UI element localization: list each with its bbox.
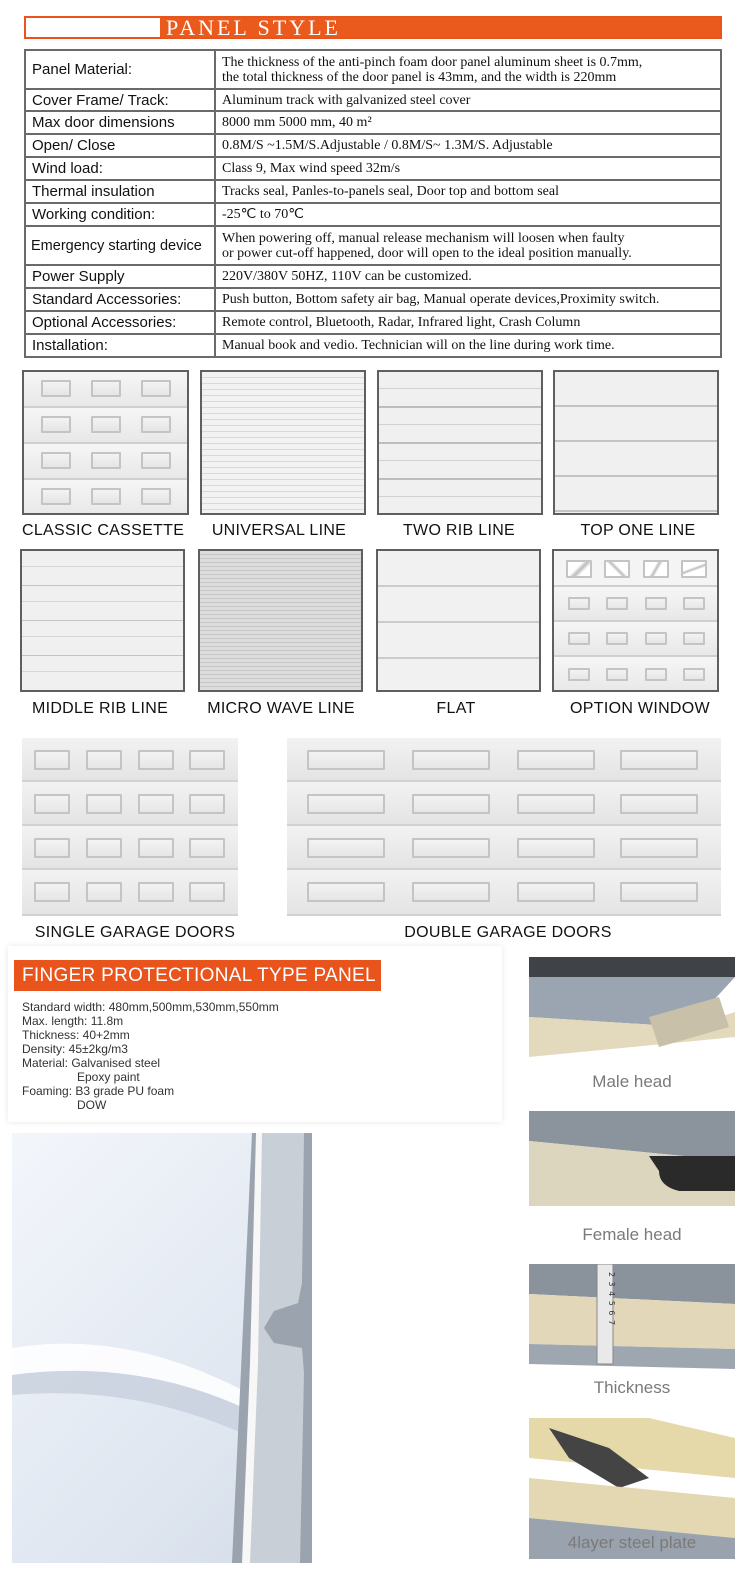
top-one-line-image bbox=[553, 370, 719, 515]
caption-middle-rib-line: MIDDLE RIB LINE bbox=[31, 700, 169, 717]
spec-key: Wind load: bbox=[25, 157, 215, 180]
spec-row bbox=[25, 180, 721, 203]
spec-key: Power Supply bbox=[25, 265, 215, 288]
spec-key: Max door dimensions bbox=[25, 111, 215, 134]
caption-two-rib-line: TWO RIB LINE bbox=[402, 522, 516, 539]
spec-line: Foaming: B3 grade PU foam bbox=[22, 1084, 175, 1098]
ruler-marks: 2 3 4 5 6 7 bbox=[607, 1272, 616, 1325]
spec-line: Density: 45±2kg/m3 bbox=[22, 1042, 128, 1056]
middle-rib-line-image bbox=[20, 549, 185, 692]
steel-plate-caption: 4layer steel plate bbox=[567, 1533, 697, 1552]
finger-panel-title: FINGER PROTECTIONAL TYPE PANEL bbox=[14, 960, 381, 991]
spec-row bbox=[25, 265, 721, 288]
spec-key: Standard Accessories: bbox=[25, 288, 215, 311]
panel-style-header bbox=[24, 16, 722, 39]
spec-row bbox=[25, 334, 721, 357]
male-head-caption: Male head bbox=[592, 1072, 672, 1091]
male-head-photo bbox=[529, 957, 735, 1098]
finger-panel-specs bbox=[22, 1000, 279, 1112]
spec-value: Tracks seal, Panles-to-panels seal, Door top and bottom seal bbox=[215, 180, 721, 203]
caption-double-garage: DOUBLE GARAGE DOORS bbox=[404, 924, 612, 941]
double-garage-door-image bbox=[287, 738, 721, 916]
spec-key: Thermal insulation bbox=[25, 180, 215, 203]
spec-row bbox=[25, 203, 721, 226]
micro-wave-line-image bbox=[198, 549, 363, 692]
spec-key: Working condition: bbox=[25, 203, 215, 226]
spec-row bbox=[25, 111, 721, 134]
flat-image bbox=[376, 549, 541, 692]
spec-value: -25℃ to 70℃ bbox=[215, 203, 721, 226]
spec-key: Panel Material: bbox=[25, 50, 215, 89]
classic-cassette-image bbox=[22, 370, 189, 515]
caption-option-window: OPTION WINDOW bbox=[570, 700, 710, 717]
universal-line-image bbox=[200, 370, 366, 515]
spec-value: 220V/380V 50HZ, 110V can be customized. bbox=[215, 265, 721, 288]
spec-line: Standard width: 480mm,500mm,530mm,550mm bbox=[22, 1000, 279, 1014]
spec-line: Thickness: 40+2mm bbox=[22, 1028, 130, 1042]
single-garage-door-image bbox=[22, 738, 238, 916]
cross-section-illustration bbox=[12, 1133, 438, 1563]
option-window-image bbox=[552, 549, 719, 692]
caption-micro-wave-line: MICRO WAVE LINE bbox=[207, 700, 355, 717]
spec-key: Installation: bbox=[25, 334, 215, 357]
spec-row bbox=[25, 50, 721, 89]
spec-row bbox=[25, 288, 721, 311]
spec-row bbox=[25, 226, 721, 265]
spec-value: 0.8M/S ~1.5M/S.Adjustable / 0.8M/S~ 1.3M/S. Adjustable bbox=[215, 134, 721, 157]
caption-top-one-line: TOP ONE LINE bbox=[580, 522, 696, 539]
spec-line: Epoxy paint bbox=[77, 1070, 140, 1084]
spec-value: Push button, Bottom safety air bag, Manual operate devices,Proximity switch. bbox=[215, 288, 721, 311]
spec-table bbox=[24, 49, 722, 358]
spec-value: The thickness of the anti-pinch foam door panel aluminum sheet is 0.7mm, the total thickness of the door panel is 43mm, and the width is 220mm bbox=[215, 50, 721, 89]
caption-universal-line: UNIVERSAL LINE bbox=[211, 522, 347, 539]
spec-value: Class 9, Max wind speed 32m/s bbox=[215, 157, 721, 180]
caption-single-garage: SINGLE GARAGE DOORS bbox=[34, 924, 236, 941]
female-head-caption: Female head bbox=[582, 1225, 682, 1244]
spec-line: Max. length: 11.8m bbox=[22, 1014, 124, 1028]
spec-key: Cover Frame/ Track: bbox=[25, 89, 215, 111]
spec-line: Material: Galvanised steel bbox=[22, 1056, 161, 1070]
spec-value: Manual book and vedio. Technician will on the line during work time. bbox=[215, 334, 721, 357]
caption-flat: FLAT bbox=[436, 700, 476, 717]
spec-value: Remote control, Bluetooth, Radar, Infrared light, Crash Column bbox=[215, 311, 721, 334]
spec-key: Open/ Close bbox=[25, 134, 215, 157]
spec-row bbox=[25, 89, 721, 111]
spec-value: 8000 mm 5000 mm, 40 m² bbox=[215, 111, 721, 134]
female-head-photo bbox=[529, 1111, 735, 1251]
spec-value: When powering off, manual release mechanism will loosen when faulty or power cut-off happened, door will open to the ideal position manually. bbox=[215, 226, 721, 265]
thickness-photo bbox=[529, 1264, 735, 1404]
thickness-caption: Thickness bbox=[593, 1378, 671, 1397]
two-rib-line-image bbox=[377, 370, 543, 515]
steel-plate-photo bbox=[529, 1418, 735, 1559]
spec-value: Aluminum track with galvanized steel cover bbox=[215, 89, 721, 111]
spec-row bbox=[25, 134, 721, 157]
panel-cross-section-photo bbox=[12, 1133, 438, 1563]
spec-key: Emergency starting device bbox=[25, 226, 215, 265]
spec-row bbox=[25, 157, 721, 180]
spec-key: Optional Accessories: bbox=[25, 311, 215, 334]
header-title: PANEL STYLE bbox=[166, 15, 341, 40]
spec-line: DOW bbox=[77, 1098, 107, 1112]
spec-row bbox=[25, 311, 721, 334]
caption-classic-cassette: CLASSIC CASSETTE bbox=[22, 522, 185, 539]
